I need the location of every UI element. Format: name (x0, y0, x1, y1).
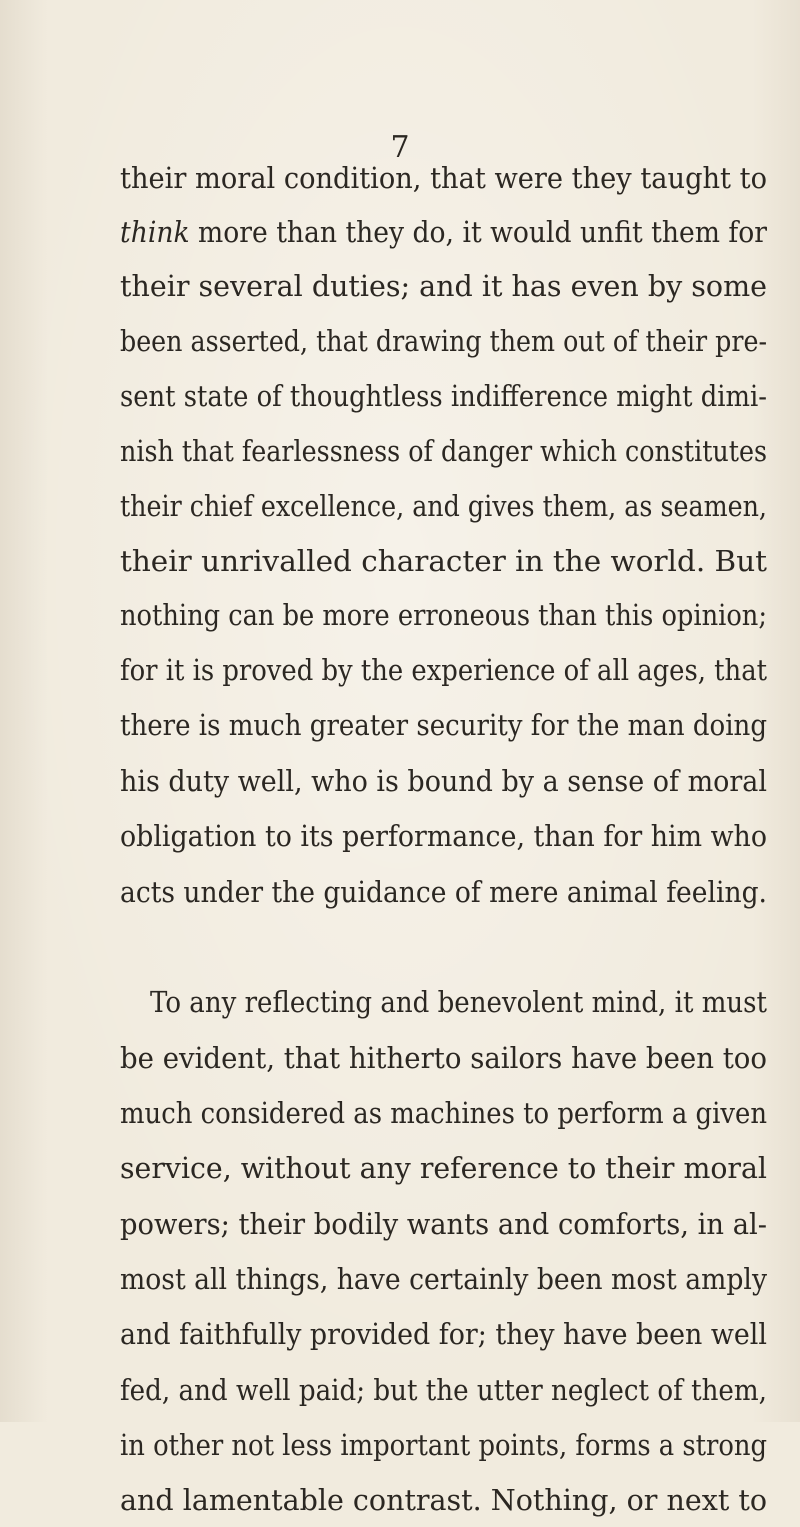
text-line-content (120, 205, 767, 259)
text-line-content: nothing can be more erroneous than this opinion; (120, 598, 767, 632)
text-line-content: his duty well, who is bound by a sense of moral (120, 764, 767, 798)
italic-word: think (120, 215, 190, 249)
text-line-content: be evident, that hitherto sailors have been too (120, 1041, 767, 1075)
text-line-content: for it is proved by the experience of all ages, that (120, 653, 767, 687)
text-line-content: their chief excellence, and gives them, as seamen, (120, 489, 767, 523)
text-line-content: much considered as machines to perform a given (120, 1096, 767, 1130)
text-line-content: there is much greater security for the man doing (120, 708, 767, 742)
text-line-content: sent state of thoughtless indifference might dimi- (120, 379, 767, 413)
text-line-content: To any reflecting and benevolent mind, it must (150, 985, 767, 1019)
text-line-content: fed, and well paid; but the utter neglect of them, (120, 1373, 767, 1407)
text-line-content: powers; their bodily wants and comforts, in al- (120, 1207, 767, 1241)
text-line-content: most all things, have certainly been most amply (120, 1262, 767, 1296)
text-line-content: service, without any reference to their moral (120, 1151, 767, 1185)
page-number: 7 (390, 130, 410, 165)
text-line-content: and lamentable contrast. Nothing, or next to (120, 1483, 767, 1517)
text-line-content: nish that fearlessness of danger which constitutes (120, 434, 767, 468)
text-line-content: obligation to its performance, than for him who (120, 819, 767, 853)
text-run: more than they do, it would unfit them for (189, 215, 767, 249)
text-line-content: and faithfully provided for; they have been well (120, 1317, 767, 1351)
text-line-content: their unrivalled character in the world. But (120, 544, 767, 578)
text-line-content: their moral condition, that were they taught to (120, 161, 767, 195)
text-line-content: in other not less important points, forms a strong (120, 1428, 767, 1462)
text-line-content: their several duties; and it has even by some (120, 269, 767, 303)
text-line-content: acts under the guidance of mere animal feeling. (120, 875, 767, 909)
text-line-content: been asserted, that drawing them out of their pre- (120, 324, 767, 358)
